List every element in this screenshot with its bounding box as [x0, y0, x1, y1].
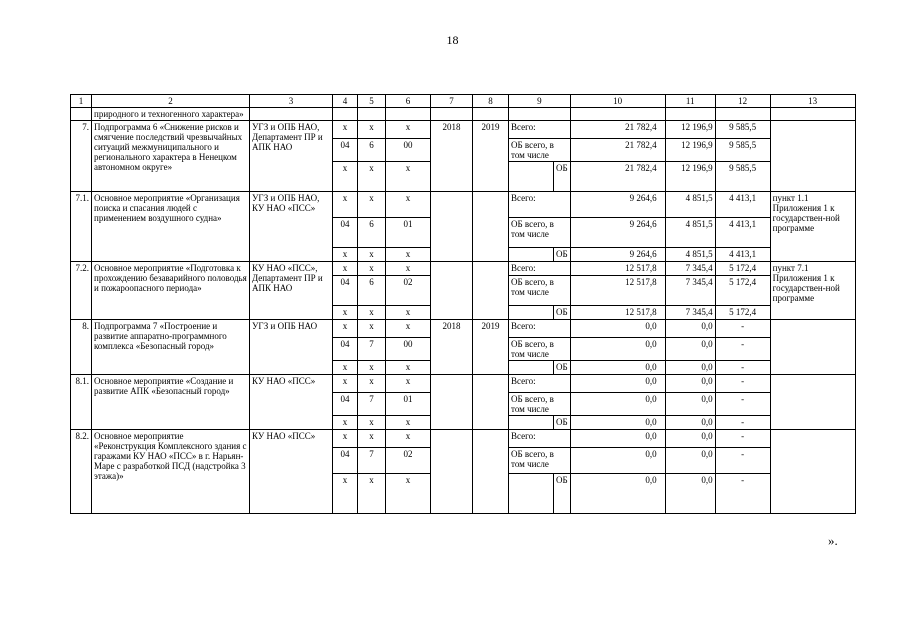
code-cell: х: [386, 121, 431, 139]
funding-label-cell: [509, 361, 554, 375]
year-2018-value-cell: 0,0: [665, 474, 715, 514]
empty-cell: [473, 108, 509, 121]
year-2019-value-cell: 9 585,5: [715, 162, 770, 192]
year-2018-value-cell: 0,0: [665, 393, 715, 416]
total-value-cell: 0,0: [570, 361, 665, 375]
total-value-cell: 12 517,8: [570, 276, 665, 306]
row-number-cell: 8.1.: [71, 375, 92, 430]
code-cell: 01: [386, 218, 431, 248]
header-cell: 3: [250, 95, 333, 108]
table-row: [71, 430, 856, 448]
note-cell: [770, 375, 855, 430]
year-2019-value-cell: 4 413,1: [715, 248, 770, 262]
code-cell: 02: [386, 276, 431, 306]
year-2018-value-cell: 4 851,5: [665, 248, 715, 262]
note-cell: пункт 1.1 Приложения 1 к государствен-ной программе: [770, 192, 855, 262]
year-2019-value-cell: -: [715, 448, 770, 474]
header-cell: 1: [71, 95, 92, 108]
header-cell: 11: [665, 95, 715, 108]
total-value-cell: 0,0: [570, 474, 665, 514]
row-number-cell: 8.2.: [71, 430, 92, 514]
program-name-cell: Основное мероприятие «Создание и развитие АПК «Безопасный город»: [92, 375, 250, 430]
code-cell: 7: [358, 338, 386, 361]
code-cell: х: [386, 430, 431, 448]
total-value-cell: 21 782,4: [570, 139, 665, 162]
year-2018-value-cell: 7 345,4: [665, 276, 715, 306]
code-cell: х: [358, 375, 386, 393]
code-cell: х: [358, 162, 386, 192]
year-2019-value-cell: 9 585,5: [715, 121, 770, 139]
funding-label-cell: Всего:: [509, 192, 571, 218]
note-cell: [770, 121, 855, 192]
total-value-cell: 0,0: [570, 338, 665, 361]
responsible-cell: УГЗ и ОПБ НАО, КУ НАО «ПСС»: [250, 192, 333, 262]
total-value-cell: 9 264,6: [570, 248, 665, 262]
total-value-cell: 9 264,6: [570, 218, 665, 248]
note-cell: [770, 430, 855, 514]
program-name-cell: Подпрограмма 7 «Построение и развитие аппаратно-программного комплекса «Безопасный город»: [92, 320, 250, 375]
note-cell: [770, 320, 855, 375]
code-cell: х: [333, 416, 358, 430]
code-cell: 7: [358, 448, 386, 474]
empty-cell: [770, 108, 855, 121]
program-name-cell: Основное мероприятие «Подготовка к прохождению безаварийного половодья и пожароопасного периода»: [92, 262, 250, 320]
funding-label-cell: ОБ всего, в том числе: [509, 276, 571, 306]
end-year-cell: [473, 375, 509, 430]
year-2019-value-cell: -: [715, 430, 770, 448]
header-cell: 4: [333, 95, 358, 108]
funding-label-cell: ОБ всего, в том числе: [509, 218, 571, 248]
header-cell: 6: [386, 95, 431, 108]
page-number: 18: [446, 33, 459, 47]
table-row: [71, 192, 856, 218]
year-2018-value-cell: 4 851,5: [665, 192, 715, 218]
header-cell: 13: [770, 95, 855, 108]
note-cell: пункт 7.1 Приложения 1 к государствен-ной программе: [770, 262, 855, 320]
funding-label-cell: [509, 416, 554, 430]
year-2018-value-cell: 7 345,4: [665, 262, 715, 276]
end-year-cell: 2019: [473, 320, 509, 375]
end-year-cell: 2019: [473, 121, 509, 192]
code-cell: х: [358, 430, 386, 448]
empty-cell: [509, 108, 571, 121]
end-year-cell: [473, 430, 509, 514]
code-cell: 04: [333, 448, 358, 474]
year-2019-value-cell: -: [715, 393, 770, 416]
funding-label-cell: Всего:: [509, 320, 571, 338]
code-cell: х: [358, 474, 386, 514]
funding-label-cell: Всего:: [509, 375, 571, 393]
end-year-cell: [473, 262, 509, 320]
year-2019-value-cell: -: [715, 416, 770, 430]
row-number-cell: 8.: [71, 320, 92, 375]
funding-label-cell: [509, 162, 554, 192]
code-cell: х: [333, 430, 358, 448]
year-2018-value-cell: 12 196,9: [665, 162, 715, 192]
code-cell: х: [333, 162, 358, 192]
code-cell: 04: [333, 338, 358, 361]
header-cell: 9: [509, 95, 571, 108]
code-cell: х: [358, 361, 386, 375]
start-year-cell: [431, 430, 473, 514]
header-cell: 8: [473, 95, 509, 108]
funding-source-cell: ОБ: [554, 416, 571, 430]
program-name-cell: Подпрограмма 6 «Снижение рисков и смягчение последствий чрезвычайных ситуаций межмуниципального и регионального характера в Ненецком автономном округе»: [92, 121, 250, 192]
year-2019-value-cell: -: [715, 361, 770, 375]
code-cell: 04: [333, 218, 358, 248]
funding-label-cell: ОБ всего, в том числе: [509, 338, 571, 361]
code-cell: х: [386, 320, 431, 338]
year-2018-value-cell: 7 345,4: [665, 306, 715, 320]
row-number-cell: [71, 108, 92, 121]
total-value-cell: 0,0: [570, 448, 665, 474]
total-value-cell: 21 782,4: [570, 121, 665, 139]
total-value-cell: 21 782,4: [570, 162, 665, 192]
code-cell: х: [386, 192, 431, 218]
code-cell: х: [386, 262, 431, 276]
total-value-cell: 12 517,8: [570, 306, 665, 320]
program-name-cell: Основное мероприятие «Реконструкция Комплексного здания с гаражами КУ НАО «ПСС» в г. Нарьян-Маре с разработкой ПСД (надстройка 3 этажа)»: [92, 430, 250, 514]
funding-source-cell: ОБ: [554, 162, 571, 192]
header-cell: 10: [570, 95, 665, 108]
continuation-row: [71, 108, 856, 121]
year-2019-value-cell: 5 172,4: [715, 276, 770, 306]
code-cell: х: [333, 361, 358, 375]
total-value-cell: 12 517,8: [570, 262, 665, 276]
year-2018-value-cell: 4 851,5: [665, 218, 715, 248]
table-row: [71, 262, 856, 276]
header-row: [71, 95, 856, 108]
empty-cell: [715, 108, 770, 121]
start-year-cell: [431, 262, 473, 320]
closing-quote-mark: ».: [828, 533, 838, 548]
year-2019-value-cell: 4 413,1: [715, 192, 770, 218]
year-2018-value-cell: 12 196,9: [665, 139, 715, 162]
total-value-cell: 0,0: [570, 320, 665, 338]
row-number-cell: 7.: [71, 121, 92, 192]
start-year-cell: 2018: [431, 121, 473, 192]
empty-cell: [431, 108, 473, 121]
year-2018-value-cell: 0,0: [665, 430, 715, 448]
total-value-cell: 9 264,6: [570, 192, 665, 218]
responsible-cell: КУ НАО «ПСС»: [250, 375, 333, 430]
funding-label-cell: ОБ всего, в том числе: [509, 139, 571, 162]
code-cell: х: [333, 121, 358, 139]
header-cell: 7: [431, 95, 473, 108]
table-row: [71, 375, 856, 393]
code-cell: х: [358, 248, 386, 262]
total-value-cell: 0,0: [570, 416, 665, 430]
header-cell: 5: [358, 95, 386, 108]
header-cell: 2: [92, 95, 250, 108]
code-cell: х: [333, 320, 358, 338]
year-2018-value-cell: 0,0: [665, 375, 715, 393]
row-number-cell: 7.2.: [71, 262, 92, 320]
empty-cell: [665, 108, 715, 121]
responsible-cell: КУ НАО «ПСС», Департамент ПР и АПК НАО: [250, 262, 333, 320]
table-row: [71, 121, 856, 139]
empty-cell: [570, 108, 665, 121]
code-cell: х: [358, 416, 386, 430]
year-2018-value-cell: 0,0: [665, 361, 715, 375]
year-2018-value-cell: 12 196,9: [665, 121, 715, 139]
funding-label-cell: [509, 306, 554, 320]
code-cell: 6: [358, 139, 386, 162]
year-2018-value-cell: 0,0: [665, 448, 715, 474]
code-cell: 04: [333, 139, 358, 162]
year-2019-value-cell: 5 172,4: [715, 262, 770, 276]
code-cell: х: [333, 474, 358, 514]
code-cell: 02: [386, 448, 431, 474]
code-cell: х: [386, 248, 431, 262]
total-value-cell: 0,0: [570, 375, 665, 393]
year-2019-value-cell: 5 172,4: [715, 306, 770, 320]
funding-source-cell: ОБ: [554, 361, 571, 375]
year-2019-value-cell: -: [715, 474, 770, 514]
year-2019-value-cell: -: [715, 320, 770, 338]
funding-label-cell: [509, 248, 554, 262]
funding-label-cell: Всего:: [509, 430, 571, 448]
start-year-cell: [431, 192, 473, 262]
empty-cell: [333, 108, 358, 121]
empty-cell: [358, 108, 386, 121]
responsible-cell: УГЗ и ОПБ НАО: [250, 320, 333, 375]
code-cell: 6: [358, 218, 386, 248]
start-year-cell: 2018: [431, 320, 473, 375]
code-cell: 7: [358, 393, 386, 416]
code-cell: х: [358, 262, 386, 276]
funding-source-cell: ОБ: [554, 306, 571, 320]
total-value-cell: 0,0: [570, 393, 665, 416]
funding-label-cell: Всего:: [509, 262, 571, 276]
header-cell: 12: [715, 95, 770, 108]
code-cell: 6: [358, 276, 386, 306]
responsible-cell: УГЗ и ОПБ НАО, Департамент ПР и АПК НАО: [250, 121, 333, 192]
funding-label-cell: Всего:: [509, 121, 571, 139]
empty-cell: [386, 108, 431, 121]
program-table: [70, 94, 856, 514]
year-2019-value-cell: -: [715, 338, 770, 361]
total-value-cell: 0,0: [570, 430, 665, 448]
code-cell: х: [358, 121, 386, 139]
code-cell: х: [333, 262, 358, 276]
code-cell: х: [333, 375, 358, 393]
funding-label-cell: ОБ всего, в том числе: [509, 448, 571, 474]
code-cell: х: [386, 416, 431, 430]
code-cell: х: [386, 474, 431, 514]
empty-cell: [250, 108, 333, 121]
code-cell: 04: [333, 393, 358, 416]
code-cell: х: [386, 361, 431, 375]
funding-source-cell: ОБ: [554, 474, 571, 514]
year-2019-value-cell: 9 585,5: [715, 139, 770, 162]
year-2019-value-cell: -: [715, 375, 770, 393]
code-cell: 04: [333, 276, 358, 306]
code-cell: х: [333, 306, 358, 320]
code-cell: х: [386, 306, 431, 320]
table-row: [71, 320, 856, 338]
year-2018-value-cell: 0,0: [665, 320, 715, 338]
start-year-cell: [431, 375, 473, 430]
funding-source-cell: ОБ: [554, 248, 571, 262]
code-cell: 01: [386, 393, 431, 416]
code-cell: х: [333, 248, 358, 262]
code-cell: х: [333, 192, 358, 218]
code-cell: х: [358, 192, 386, 218]
year-2019-value-cell: 4 413,1: [715, 218, 770, 248]
funding-label-cell: ОБ всего, в том числе: [509, 393, 571, 416]
row-number-cell: 7.1.: [71, 192, 92, 262]
code-cell: 00: [386, 338, 431, 361]
code-cell: 00: [386, 139, 431, 162]
end-year-cell: [473, 192, 509, 262]
program-name-cell: Основное мероприятие «Организация поиска и спасания людей с применением воздушного судна»: [92, 192, 250, 262]
code-cell: х: [386, 162, 431, 192]
funding-label-cell: [509, 474, 554, 514]
year-2018-value-cell: 0,0: [665, 338, 715, 361]
responsible-cell: КУ НАО «ПСС»: [250, 430, 333, 514]
code-cell: х: [358, 320, 386, 338]
year-2018-value-cell: 0,0: [665, 416, 715, 430]
code-cell: х: [386, 375, 431, 393]
program-name-cell: природного и техногенного характера»: [92, 108, 250, 121]
code-cell: х: [358, 306, 386, 320]
